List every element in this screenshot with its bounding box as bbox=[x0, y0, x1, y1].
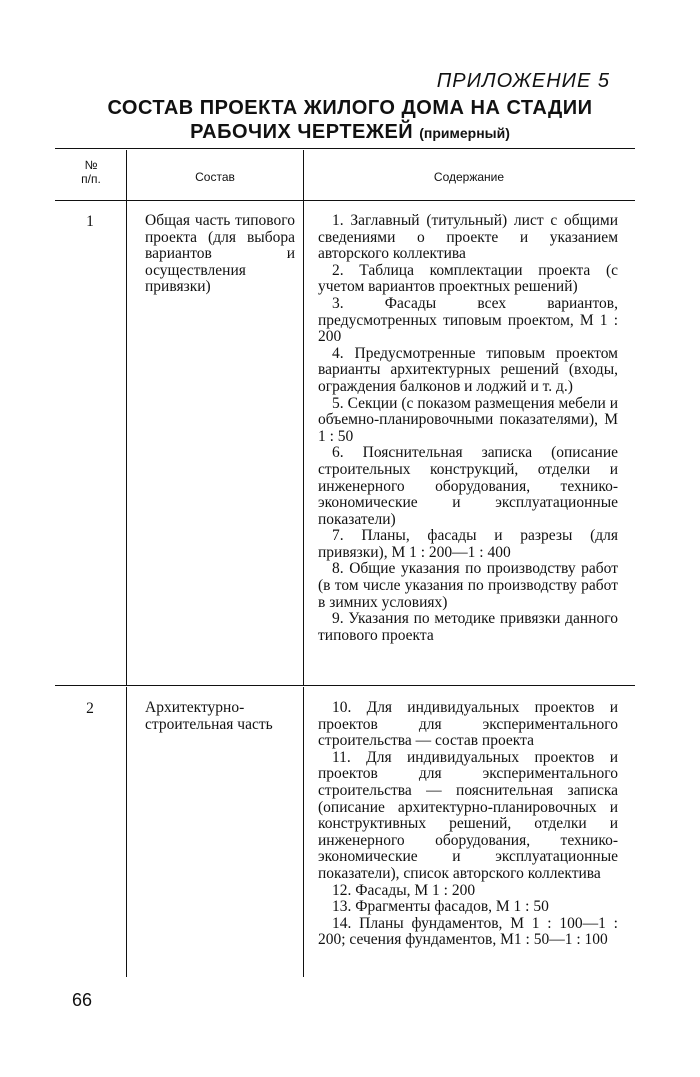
header-bottom-rule bbox=[55, 200, 635, 201]
content-item-5: 5. Секции (с показом размещения мебели и объемно-планировочными показателями), М 1 : 50 bbox=[318, 394, 618, 445]
header-content: Содержание bbox=[433, 170, 505, 184]
row-separator bbox=[55, 685, 635, 686]
header-composition: Состав bbox=[195, 170, 235, 184]
header-number-abbr: п/п. bbox=[81, 172, 101, 186]
header-number-sign: № bbox=[84, 158, 98, 172]
content-item-12: 12. Фасады, М 1 : 200 bbox=[332, 881, 476, 899]
col-divider-2 bbox=[303, 687, 304, 977]
content-item-3: 3. Фасады всех вариантов, предусмотренных типовым проектом, М 1 : 200 bbox=[318, 294, 618, 346]
content-item-6: 6. Пояснительная записка (описание строительных конструкций, отделки и инженерного оборудования, технико-экономические и эксплуатационные показатели) bbox=[318, 444, 618, 528]
content-item-13: 13. Фрагменты фасадов, М 1 : 50 bbox=[332, 898, 549, 916]
row-2-content bbox=[318, 700, 618, 949]
content-item-4: 4. Предусмотренные типовым проектом варианты архитектурных решений (входы, ограждения балконов и лоджий и т. д.) bbox=[318, 344, 618, 395]
col-divider-1 bbox=[126, 687, 127, 977]
header-number bbox=[56, 158, 126, 186]
row-1-composition: Общая часть типового проекта (для выбора вариантов и осуществления привязки) bbox=[145, 212, 295, 296]
page-number: 66 bbox=[72, 990, 93, 1010]
appendix-label: ПРИЛОЖЕНИЕ 5 bbox=[436, 70, 610, 92]
content-item-11: 11. Для индивидуальных проектов и проектов для экспериментального строительства — пояснительная записка (описание архитектурно-планировочных и конструктивных решений, отделки и инженерного оборудования, технико-экономические и эксплуатационные показатели), список авторского коллектива bbox=[318, 748, 618, 882]
title-main: СОСТАВ ПРОЕКТА ЖИЛОГО ДОМА НА СТАДИИ РАБОЧИХ ЧЕРТЕЖЕЙ bbox=[107, 97, 593, 143]
content-item-1: 1. Заглавный (титульный) лист с общими сведениями о проекте и указанием авторского коллектива bbox=[318, 212, 618, 263]
col-divider-2 bbox=[303, 200, 304, 685]
title-note: (примерный) bbox=[419, 125, 510, 141]
content-item-7: 7. Планы, фасады и разрезы (для привязки), М 1 : 200—1 : 400 bbox=[318, 527, 618, 561]
row-1-content bbox=[318, 213, 618, 644]
page-title bbox=[70, 96, 630, 145]
content-item-14: 14. Планы фундаментов, М 1 : 100—1 : 200; сечения фундаментов, М1 : 50—1 : 100 bbox=[318, 914, 618, 949]
content-item-8: 8. Общие указания по производству работ (в том числе указания по производству работ в зимних условиях) bbox=[318, 560, 618, 611]
row-1-number: 1 bbox=[86, 213, 94, 230]
row-2-composition: Архитектурно-строительная часть bbox=[145, 699, 273, 733]
content-item-9: 9. Указания по методике привязки данного типового проекта bbox=[318, 610, 618, 644]
col-divider-1 bbox=[126, 200, 127, 685]
table-top-rule bbox=[55, 148, 635, 149]
content-item-10: 10. Для индивидуальных проектов и проектов для экспериментального строительства — состав проекта bbox=[318, 699, 618, 750]
content-item-2: 2. Таблица комплектации проекта (с учетом вариантов проектных решений) bbox=[318, 261, 618, 296]
row-2-number: 2 bbox=[86, 700, 94, 717]
